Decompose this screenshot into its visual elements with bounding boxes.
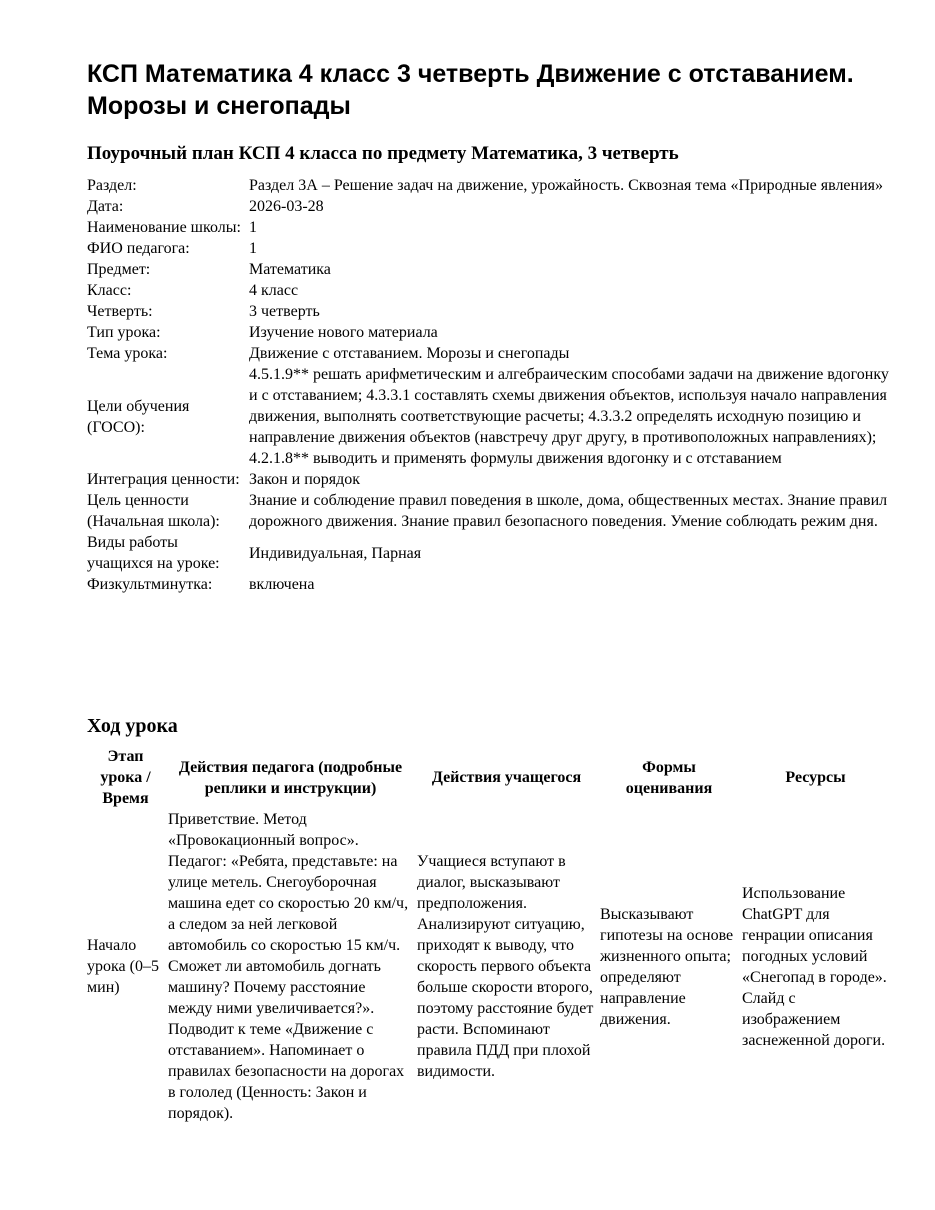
info-row-physical-break <box>85 574 891 595</box>
info-row-lesson-type <box>85 322 891 343</box>
column-header-teacher: Действия педагога (подробные реплики и инструкции) <box>178 758 403 797</box>
info-key: Цели обучения (ГОСО): <box>87 397 190 436</box>
info-key: Тип урока: <box>87 324 161 341</box>
info-key: Класс: <box>87 282 132 299</box>
info-row-value-integration <box>85 469 891 490</box>
info-key: Тема урока: <box>87 345 168 362</box>
student-actions-cell: Учащиеся вступают в диалог, высказывают предположения. Анализируют ситуацию, приходят к выводу, что скорость первого объекта больше скорости второго, поэтому расстояние будет расти. Вспоминают правила ПДД при плохой видимости. <box>417 853 594 1080</box>
resources-cell: Использование ChatGPT для генрации описания погодных условий «Снегопад в городе». Слайд с изображением заснеженной дороги. <box>742 884 887 1049</box>
info-value: 1 <box>249 219 257 236</box>
info-row-topic <box>85 343 891 364</box>
info-row-work-types <box>85 532 891 574</box>
info-row-date <box>85 196 891 217</box>
info-row-section <box>85 175 891 196</box>
plan-subtitle: Поурочный план КСП 4 класса по предмету Математика, 3 четверть <box>87 143 679 164</box>
info-value: Раздел 3А – Решение задач на движение, урожайность. Сквозная тема «Природные явления» <box>249 177 884 194</box>
info-value: 4 класс <box>249 282 299 299</box>
stage-cell: Начало урока (0–5 мин) <box>87 937 159 996</box>
info-key: Физкультминутка: <box>87 576 213 593</box>
lesson-table <box>85 746 891 1124</box>
column-header-resources: Ресурсы <box>785 769 846 786</box>
info-key: Цель ценности (Начальная школа): <box>87 492 220 530</box>
info-key: Дата: <box>87 198 124 215</box>
assessment-cell: Высказывают гипотезы на основе жизненного опыта; определяют направление движения. <box>600 905 734 1028</box>
info-row-school <box>85 217 891 238</box>
info-row-grade <box>85 280 891 301</box>
info-row-quarter <box>85 301 891 322</box>
info-value: Движение с отставанием. Морозы и снегопады <box>249 345 570 362</box>
info-value: Изучение нового материала <box>249 324 438 341</box>
column-header-stage: Этап урока / Время <box>100 748 151 807</box>
info-row-teacher <box>85 238 891 259</box>
column-header-assessment: Формы оценивания <box>625 758 713 797</box>
teacher-actions-cell: Приветствие. Метод «Провокационный вопрос». Педагог: «Ребята, представьте: на улице метель. Снегоуборочная машина едет со скоростью 20 км/ч, а следом за ней легковой автомобиль со скоростью 15 км/ч. Сможет ли автомобиль догнать машину? Почему расстояние между ними увеличивается?». Подводит к теме «Движение с отставанием». Напоминает о правилах безопасности на дорогах в гололед (Ценность: Закон и порядок). <box>168 811 409 1122</box>
info-value: 1 <box>249 240 257 257</box>
info-table <box>85 175 891 595</box>
info-key: Раздел: <box>87 177 137 194</box>
info-row-learning-goals <box>85 364 891 469</box>
info-value: 4.5.1.9** решать арифметическим и алгебраическим способами задачи на движение вдогонку и с отставанием; 4.3.3.1 составлять схемы движения объектов, используя начало направления движения, выполнять соответствующие расчеты; 4.3.3.2 определять исходную позицию и направление движения объектов (навстречу друг другу, в противоположных направлениях); 4.2.1.8** выводить и применять формулы движения вдогонку и с отставанием <box>249 366 889 467</box>
info-row-subject <box>85 259 891 280</box>
info-key: Наименование школы: <box>87 219 241 236</box>
column-header-student: Действия учащегося <box>431 769 582 786</box>
info-row-value-goal <box>85 490 891 532</box>
info-value: 3 четверть <box>249 303 320 320</box>
info-key: Виды работы учащихся на уроке: <box>87 534 220 572</box>
lesson-table-header <box>85 746 891 809</box>
info-key: Четверть: <box>87 303 153 320</box>
info-key: Предмет: <box>87 261 151 278</box>
info-key: Интеграция ценности: <box>87 471 240 488</box>
lesson-heading: Ход урока <box>87 715 178 737</box>
info-value: 2026-03-28 <box>249 198 324 215</box>
table-row <box>85 809 891 1124</box>
info-key: ФИО педагога: <box>87 240 190 257</box>
info-value: Индивидуальная, Парная <box>249 544 422 562</box>
info-value: Математика <box>249 261 331 278</box>
info-value: Закон и порядок <box>249 471 361 488</box>
page-title: КСП Математика 4 класс 3 четверть Движение с отставанием. Морозы и снегопады <box>87 60 854 120</box>
info-value: включена <box>249 576 315 593</box>
info-value: Знание и соблюдение правил поведения в школе, дома, общественных местах. Знание правил дорожного движения. Знание правил безопасного поведения. Умение соблюдать режим дня. <box>249 492 888 530</box>
